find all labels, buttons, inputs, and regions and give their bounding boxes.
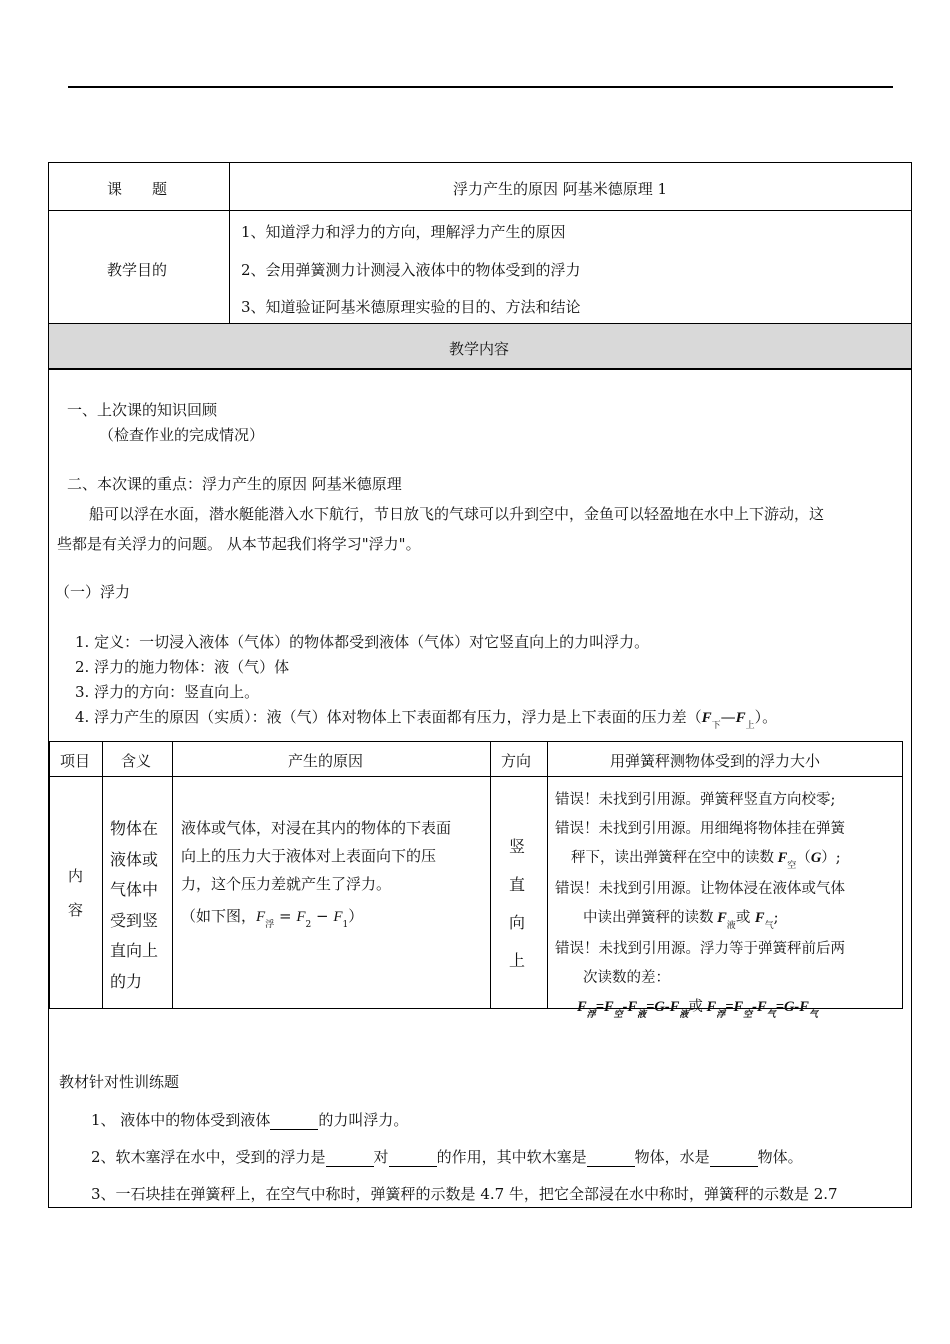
focus-title: 二、本次课的重点：浮力产生的原因 阿基米德原理 [67, 475, 402, 493]
section1-title: （一）浮力 [55, 583, 131, 601]
review-note: （检查作业的完成情况） [99, 426, 265, 444]
header-rule [68, 86, 893, 88]
point-4-f1: F [701, 710, 712, 726]
answer-blank[interactable] [710, 1152, 758, 1167]
lesson-frame [48, 162, 912, 1208]
point-4-f2: F [735, 710, 746, 726]
answer-blank[interactable] [587, 1152, 635, 1167]
question-1: 1、 液体中的物体受到液体 的力叫浮力。 [91, 1111, 409, 1129]
content-header-row [49, 324, 911, 370]
topic-label: 课 题 [107, 180, 168, 198]
point-4-text: 4. 浮力产生的原因（实质）：液（气）体对物体上下表面都有压力，浮力是上下表面的压力差（ [75, 708, 702, 726]
meaning-cell: 物体在 液体或 气体中 受到竖 直向上 的力 [110, 819, 159, 991]
th-meaning: 含义 [121, 752, 152, 770]
point-4-end: ）。 [754, 708, 778, 726]
content-label: 教学内容 [449, 340, 510, 358]
point-4-sub2: 上 [745, 721, 755, 731]
direction-cell: 竖 直 向 上 [509, 837, 526, 970]
point-4-dash: — [720, 708, 736, 726]
answer-blank[interactable] [389, 1152, 437, 1167]
question-3: 3、一石块挂在弹簧秤上，在空气中称时，弹簧秤的示数是 4.7 牛，把它全部浸在水中称时，弹簧秤的示数是 2.7 [91, 1185, 838, 1203]
point-4-sub1: 下 [711, 721, 721, 731]
goals-row [49, 211, 911, 324]
point-4 [75, 706, 778, 731]
goal-1: 1、知道浮力和浮力的方向，理解浮力产生的原因 [241, 223, 566, 241]
review-title: 一、上次课的知识回顾 [67, 401, 218, 419]
answer-blank[interactable] [326, 1152, 374, 1167]
row-label: 内 容 [68, 867, 84, 919]
th-measure: 用弹簧秤测物体受到的浮力大小 [610, 752, 821, 770]
point-2: 2. 浮力的施力物体：液（气）体 [75, 658, 290, 676]
goal-2: 2、会用弹簧测力计测浸入液体中的物体受到的浮力 [241, 261, 581, 279]
th-cause: 产生的原因 [288, 752, 364, 770]
question-2: 2、软木塞浮在水中，受到的浮力是 对 的作用，其中软木塞是 物体，水是 物体。 [91, 1148, 803, 1166]
th-item: 项目 [60, 752, 91, 770]
point-3: 3. 浮力的方向：竖直向上。 [75, 683, 260, 701]
goal-label: 教学目的 [107, 261, 168, 279]
exercise-title: 教材针对性训练题 [59, 1073, 180, 1091]
topic-value: 浮力产生的原因 阿基米德原理 1 [453, 180, 668, 198]
buoyancy-table [49, 741, 903, 1019]
point-1: 1. 定义：一切浸入液体（气体）的物体都受到液体（气体）对它竖直向上的力叫浮力。 [75, 633, 650, 651]
cause-cell: 液体或气体，对浸在其内的物体的下表面 向上的压力大于液体对上表面向下的压 力，这个压力差就产生了浮力。 （如下图，$F_浮 = F_2 - F_1$） [181, 819, 452, 930]
intro-line-1: 船可以浮在水面，潜水艇能潜入水下航行，节日放飞的气球可以升到空中，金鱼可以轻盈地在水中上下游动，这 [89, 505, 825, 523]
measure-cell: 错误！未找到引用源。弹簧秤竖直方向校零; 错误！未找到引用源。用细绳将物体挂在弹簧 秤下，读出弹簧秤在空中的读数 $F_空(G)$; 错误！未找到引用源。让物体浸在液体或气体 中读出弹簧秤的读数 $F_液$或 $F_气$; 错误！未找到引用源。浮力等于弹簧秤前后两 次读数的差： $F_浮=F_空-F_液=G-F_液$或 $F_浮=F_空-F_气=G-F_气$ [555, 792, 845, 1019]
th-direction: 方向 [501, 752, 532, 770]
goal-3: 3、知道验证阿基米德原理实验的目的、方法和结论 [241, 298, 581, 316]
intro-line-2: 些都是有关浮力的问题。 从本节起我们将学习"浮力"。 [57, 535, 421, 553]
answer-blank[interactable] [270, 1115, 318, 1130]
topic-row [49, 163, 911, 211]
